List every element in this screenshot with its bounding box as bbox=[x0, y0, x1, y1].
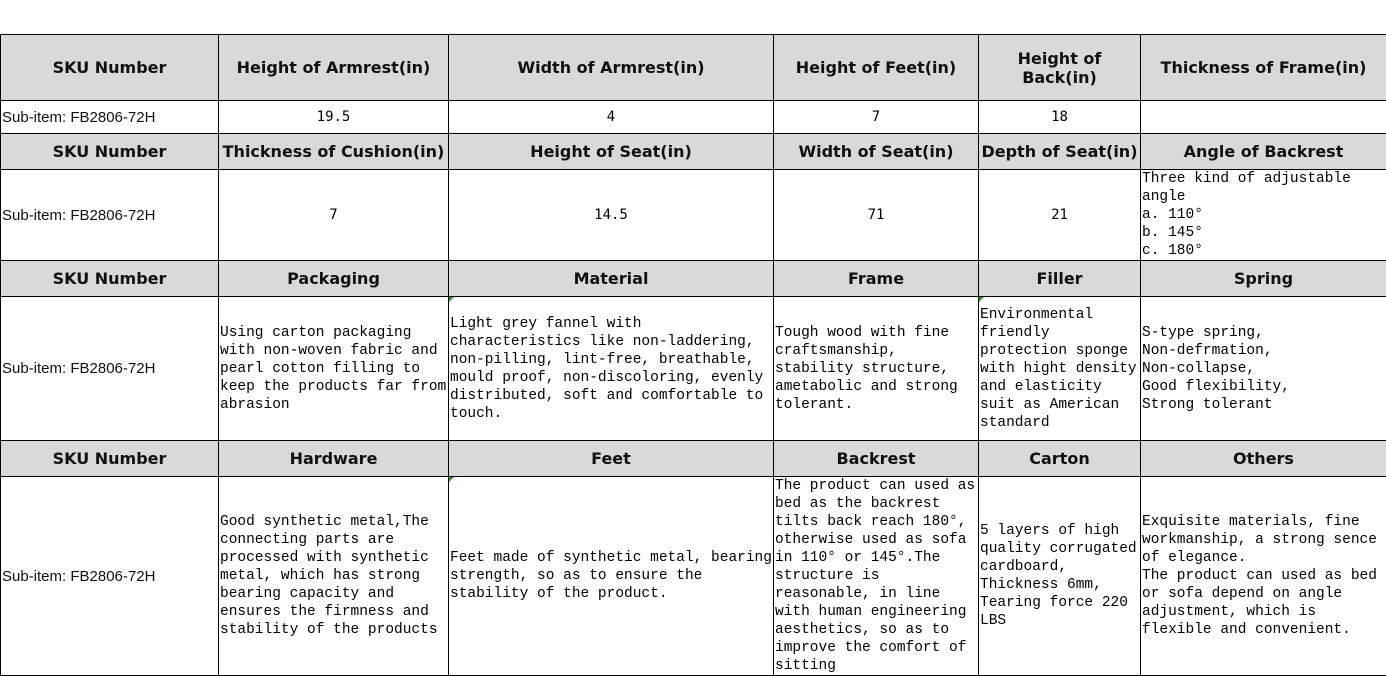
value-cell[interactable]: 4 bbox=[449, 101, 774, 134]
value-cell[interactable]: 71 bbox=[774, 170, 979, 261]
header-cell: Thickness of Cushion(in) bbox=[219, 134, 449, 170]
header-cell: Height of Armrest(in) bbox=[219, 35, 449, 101]
header-cell: Frame bbox=[774, 261, 979, 297]
value-cell[interactable]: Three kind of adjustable angle a. 110° b. 145° c. 180° bbox=[1141, 170, 1386, 261]
sku-cell[interactable]: Sub-item: FB2806-72H bbox=[1, 101, 219, 134]
value-cell[interactable]: 19.5 bbox=[219, 101, 449, 134]
header-cell: SKU Number bbox=[1, 441, 219, 477]
header-cell: Angle of Backrest bbox=[1141, 134, 1386, 170]
value-cell[interactable]: 18 bbox=[979, 101, 1141, 134]
value-cell[interactable]: 21 bbox=[979, 170, 1141, 261]
header-cell: Thickness of Frame(in) bbox=[1141, 35, 1386, 101]
value-cell[interactable]: 14.5 bbox=[449, 170, 774, 261]
header-cell: Spring bbox=[1141, 261, 1386, 297]
value-cell[interactable]: Good synthetic metal,The connecting parts are processed with synthetic metal, which has strong bearing capacity and ensures the firmness and stability of the products bbox=[219, 477, 449, 676]
value-cell[interactable]: 7 bbox=[219, 170, 449, 261]
value-cell[interactable]: Tough wood with fine craftsmanship, stability structure, ametabolic and strong tolerant. bbox=[774, 297, 979, 441]
value-cell[interactable]: S-type spring, Non-defrmation, Non-collapse, Good flexibility, Strong tolerant bbox=[1141, 297, 1386, 441]
header-cell: Others bbox=[1141, 441, 1386, 477]
sku-cell[interactable]: Sub-item: FB2806-72H bbox=[1, 297, 219, 441]
data-row bbox=[1, 477, 1386, 676]
value-cell[interactable]: The product can used as bed as the backrest tilts back reach 180°, otherwise used as sofa in 110° or 145°.The structure is reasonable, in line with human engineering aesthetics, so as to improve the comfort of sitting bbox=[774, 477, 979, 676]
header-cell: Width of Seat(in) bbox=[774, 134, 979, 170]
sku-cell[interactable]: Sub-item: FB2806-72H bbox=[1, 477, 219, 676]
data-row bbox=[1, 170, 1386, 261]
header-cell: Filler bbox=[979, 261, 1141, 297]
header-cell: Feet bbox=[449, 441, 774, 477]
value-cell[interactable]: 5 layers of high quality corrugated cardboard, Thickness 6mm, Tearing force 220 LBS bbox=[979, 477, 1141, 676]
value-cell[interactable]: Environmental friendly protection sponge with hight density and elasticity suit as American standard bbox=[979, 297, 1141, 441]
spec-table bbox=[0, 34, 1386, 676]
data-row bbox=[1, 297, 1386, 441]
value-cell[interactable]: 7 bbox=[774, 101, 979, 134]
header-row bbox=[1, 35, 1386, 101]
header-row bbox=[1, 261, 1386, 297]
header-cell: Packaging bbox=[219, 261, 449, 297]
sku-cell[interactable]: Sub-item: FB2806-72H bbox=[1, 170, 219, 261]
header-cell: Material bbox=[449, 261, 774, 297]
header-cell: Height of Seat(in) bbox=[449, 134, 774, 170]
header-row bbox=[1, 441, 1386, 477]
header-cell: Backrest bbox=[774, 441, 979, 477]
header-cell: SKU Number bbox=[1, 35, 219, 101]
data-row bbox=[1, 101, 1386, 134]
value-cell[interactable]: Exquisite materials, fine workmanship, a strong sence of elegance. The product can used as bed or sofa depend on angle adjustment, which is flexible and convenient. bbox=[1141, 477, 1386, 676]
header-cell: Width of Armrest(in) bbox=[449, 35, 774, 101]
header-cell: Height of Back(in) bbox=[979, 35, 1141, 101]
header-cell: Depth of Seat(in) bbox=[979, 134, 1141, 170]
header-cell: Hardware bbox=[219, 441, 449, 477]
header-cell: Height of Feet(in) bbox=[774, 35, 979, 101]
value-cell[interactable]: Using carton packaging with non-woven fabric and pearl cotton filling to keep the products far from abrasion bbox=[219, 297, 449, 441]
header-cell: Carton bbox=[979, 441, 1141, 477]
value-cell[interactable]: Feet made of synthetic metal, bearing strength, so as to ensure the stability of the product. bbox=[449, 477, 774, 676]
header-cell: SKU Number bbox=[1, 261, 219, 297]
header-row bbox=[1, 134, 1386, 170]
value-cell[interactable] bbox=[1141, 101, 1386, 134]
value-cell[interactable]: Light grey fannel with characteristics like non-laddering, non-pilling, lint-free, breathable, mould proof, non-discoloring, evenly distributed, soft and comfortable to touch. bbox=[449, 297, 774, 441]
header-cell: SKU Number bbox=[1, 134, 219, 170]
